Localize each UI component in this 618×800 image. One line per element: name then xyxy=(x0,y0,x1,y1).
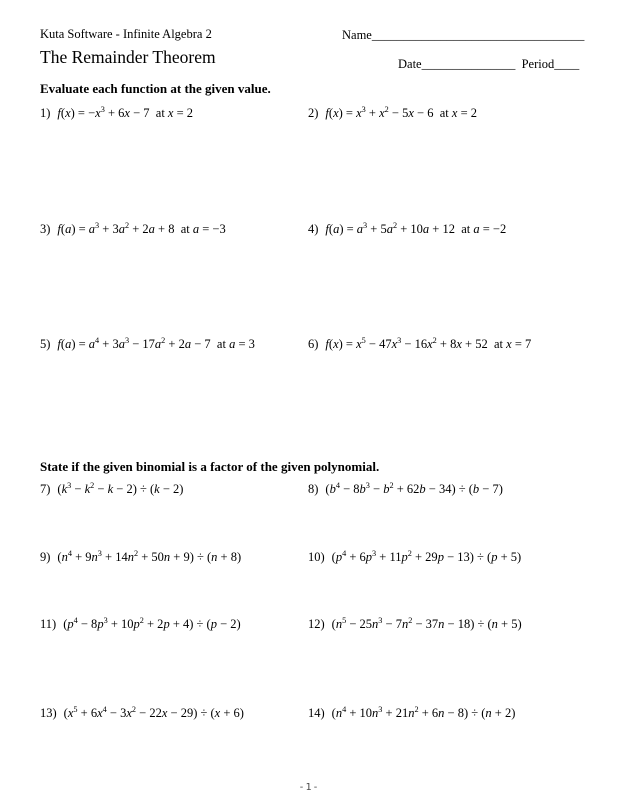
problem-10 xyxy=(308,550,521,565)
page-number: -1- xyxy=(298,782,320,793)
problem-expression: $f(a) = a^3 + 3a^2 + 2a + 8$ at a = −3 xyxy=(57,220,226,236)
period-blank: ____ xyxy=(554,57,580,71)
problem-2 xyxy=(308,106,477,121)
problem-expression: $(n^4 + 9n^3 + 14n^2 + 50n + 9) \div (n + 8)$ xyxy=(57,548,242,564)
problem-number: 7) xyxy=(40,482,51,496)
date-period-field xyxy=(398,57,579,72)
problem-expression: $(n^5 - 25n^3 - 7n^2 - 37n - 18) \div (n + 5)$ xyxy=(331,615,522,631)
name-label: Name xyxy=(342,28,372,42)
problem-number: 3) xyxy=(40,222,51,236)
problem-number: 13) xyxy=(40,706,57,720)
problem-number: 2) xyxy=(308,106,319,120)
problem-7 xyxy=(40,482,183,497)
problem-1 xyxy=(40,106,193,121)
problem-expression: $f(a) = a^3 + 5a^2 + 10a + 12$ at a = −2 xyxy=(325,220,507,236)
course-title: Kuta Software - Infinite Algebra 2 xyxy=(40,27,212,41)
problem-expression: $f(a) = a^4 + 3a^3 - 17a^2 + 2a - 7$ at a = 3 xyxy=(57,335,255,351)
problem-14 xyxy=(308,706,515,721)
section-1-instruction: Evaluate each function at the given value. xyxy=(40,81,271,96)
problem-number: 12) xyxy=(308,617,325,631)
problem-13 xyxy=(40,706,244,721)
name-blank: __________________________________ xyxy=(371,28,585,42)
problem-4 xyxy=(308,222,506,237)
problem-3 xyxy=(40,222,226,237)
problem-number: 10) xyxy=(308,550,325,564)
problem-expression: $(p^4 + 6p^3 + 11p^2 + 29p - 13) \div (p + 5)$ xyxy=(331,548,522,564)
problem-expression: $(n^4 + 10n^3 + 21n^2 + 6n - 8) \div (n + 2)$ xyxy=(331,704,516,720)
problem-expression: $(b^4 - 8b^3 - b^2 + 62b - 34) \div (b - 7)$ xyxy=(325,480,503,496)
section-2-instruction: State if the given binomial is a factor of the given polynomial. xyxy=(40,459,380,474)
problem-9 xyxy=(40,550,241,565)
name-field xyxy=(342,28,584,43)
problem-6 xyxy=(308,337,531,352)
problem-number: 8) xyxy=(308,482,319,496)
period-label: Period xyxy=(521,57,555,71)
date-label: Date xyxy=(398,57,422,71)
problem-expression: $(p^4 - 8p^3 + 10p^2 + 2p + 4) \div (p - 2)$ xyxy=(63,615,241,631)
problem-number: 6) xyxy=(308,337,319,351)
problem-number: 1) xyxy=(40,106,51,120)
problem-number: 11) xyxy=(40,617,57,631)
problem-11 xyxy=(40,617,241,632)
page-title: The Remainder Theorem xyxy=(40,47,216,67)
problem-expression: $f(x) = x^3 + x^2 - 5x - 6$ at x = 2 xyxy=(325,104,477,120)
problem-expression: $(x^5 + 6x^4 - 3x^2 - 22x - 29) \div (x + 6)$ xyxy=(63,704,244,720)
problem-number: 5) xyxy=(40,337,51,351)
date-blank: _______________ xyxy=(421,57,516,71)
problem-expression: $f(x) = x^5 - 47x^3 - 16x^2 + 8x + 52$ at x = 7 xyxy=(325,335,532,351)
problem-number: 4) xyxy=(308,222,319,236)
problem-expression: $(k^3 - k^2 - k - 2) \div (k - 2)$ xyxy=(57,480,184,496)
problem-8 xyxy=(308,482,503,497)
problem-5 xyxy=(40,337,255,352)
problem-12 xyxy=(308,617,522,632)
problem-expression: $f(x) = -x^3 + 6x - 7$ at x = 2 xyxy=(57,104,194,120)
problem-number: 9) xyxy=(40,550,51,564)
problem-number: 14) xyxy=(308,706,325,720)
